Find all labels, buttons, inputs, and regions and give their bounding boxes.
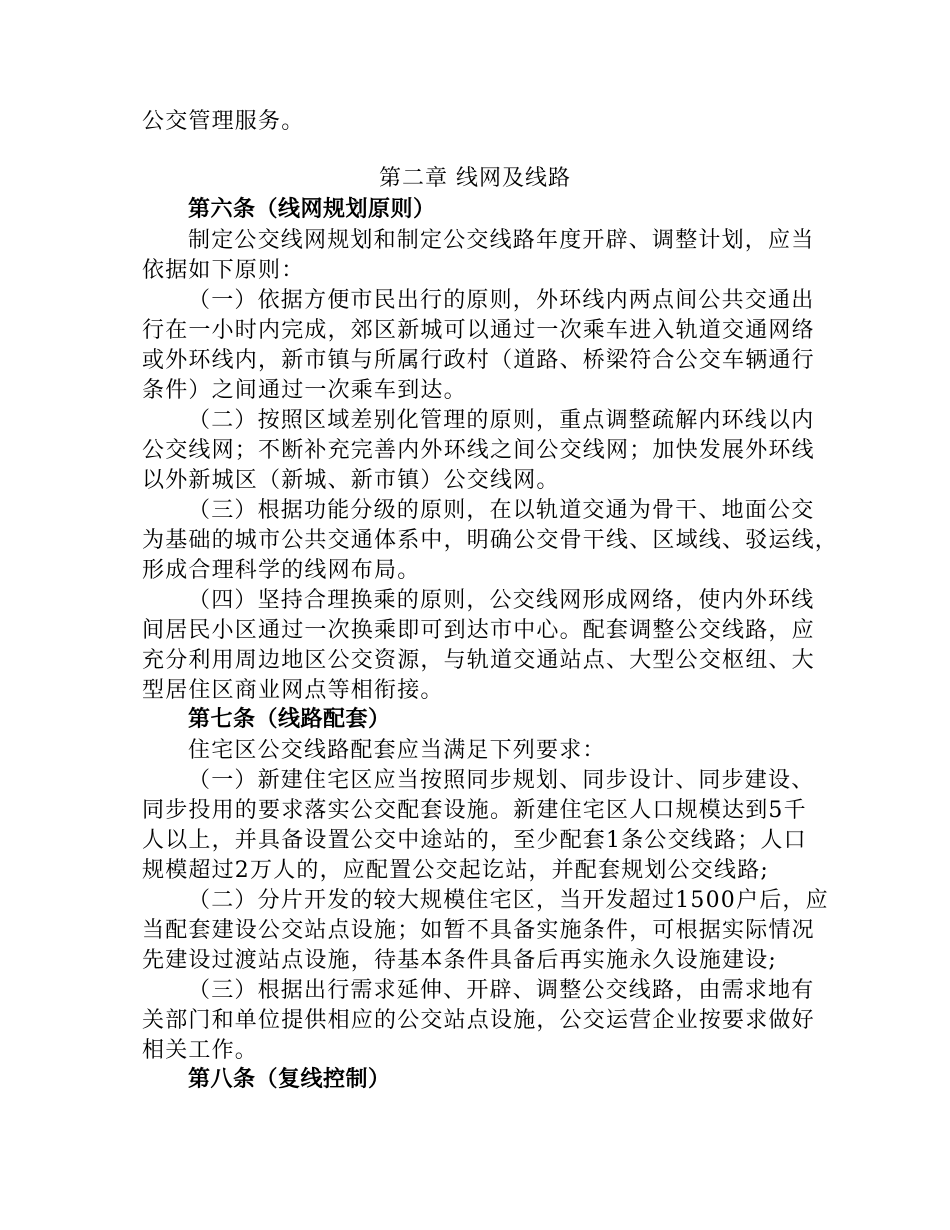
chapter-heading: 第二章 线网及线路 — [379, 166, 571, 191]
paragraph-line: 或外环线内，新市镇与所属行政村（道路、桥梁符合公交车辆通行 — [142, 348, 815, 373]
paragraph-line: 行在一小时内完成，郊区新城可以通过一次乘车进入轨道交通网络 — [142, 318, 815, 343]
paragraph-line: （一）依据方便市民出行的原则，外环线内两点间公共交通出 — [188, 288, 815, 313]
article-heading: 第八条（复线控制） — [188, 1067, 391, 1092]
article-heading: 第七条（线路配套） — [188, 707, 391, 732]
paragraph-line: 型居住区商业网点等相衔接。 — [142, 678, 444, 703]
paragraph-line: 当配套建设公交站点设施；如暂不具备实施条件，可根据实际情况 — [142, 918, 815, 943]
paragraph-line: （二）分片开发的较大规模住宅区，当开发超过1500户后，应 — [188, 888, 829, 913]
paragraph-line: （四）坚持合理换乘的原则，公交线网形成网络，使内外环线 — [188, 588, 815, 613]
paragraph-line: 住宅区公交线路配套应当满足下列要求： — [188, 738, 606, 763]
paragraph-line: 公交线网；不断补充完善内外环线之间公交线网；加快发展外环线 — [142, 438, 815, 463]
paragraph-line: 关部门和单位提供相应的公交站点设施，公交运营企业按要求做好 — [142, 1008, 815, 1033]
paragraph-line: 为基础的城市公共交通体系中，明确公交骨干线、区域线、驳运线， — [142, 528, 839, 553]
paragraph-line: 规模超过2万人的，应配置公交起讫站，并配套规划公交线路; — [142, 858, 770, 883]
paragraph-line: 同步投用的要求落实公交配套设施。新建住宅区人口规模达到5千 — [142, 798, 807, 823]
paragraph-line: 公交管理服务。 — [142, 109, 305, 134]
paragraph-line: 制定公交线网规划和制定公交线路年度开辟、调整计划，应当 — [188, 228, 815, 253]
paragraph-line: 相关工作。 — [142, 1038, 259, 1063]
paragraph-line: 以外新城区（新城、新市镇）公交线网。 — [142, 468, 560, 493]
paragraph-line: 充分利用周边地区公交资源，与轨道交通站点、大型公交枢纽、大 — [142, 648, 815, 673]
paragraph-line: 人以上，并具备设置公交中途站的，至少配套1条公交线路；人口 — [142, 828, 807, 853]
paragraph-line: 先建设过渡站点设施，待基本条件具备后再实施永久设施建设; — [142, 948, 778, 973]
paragraph-line: （一）新建住宅区应当按照同步规划、同步设计、同步建设、 — [188, 768, 815, 793]
paragraph-line: （三）根据出行需求延伸、开辟、调整公交线路，由需求地有 — [188, 978, 815, 1003]
paragraph-line: 条件）之间通过一次乘车到达。 — [142, 378, 467, 403]
paragraph-line: 间居民小区通过一次换乘即可到达市中心。配套调整公交线路，应 — [142, 618, 815, 643]
paragraph-line: 形成合理科学的线网布局。 — [142, 558, 421, 583]
paragraph-line: （二）按照区域差别化管理的原则，重点调整疏解内环线以内 — [188, 408, 815, 433]
paragraph-line: 依据如下原则： — [142, 258, 305, 283]
article-heading: 第六条（线网规划原则） — [188, 197, 436, 222]
paragraph-line: （三）根据功能分级的原则，在以轨道交通为骨干、地面公交 — [188, 498, 815, 523]
